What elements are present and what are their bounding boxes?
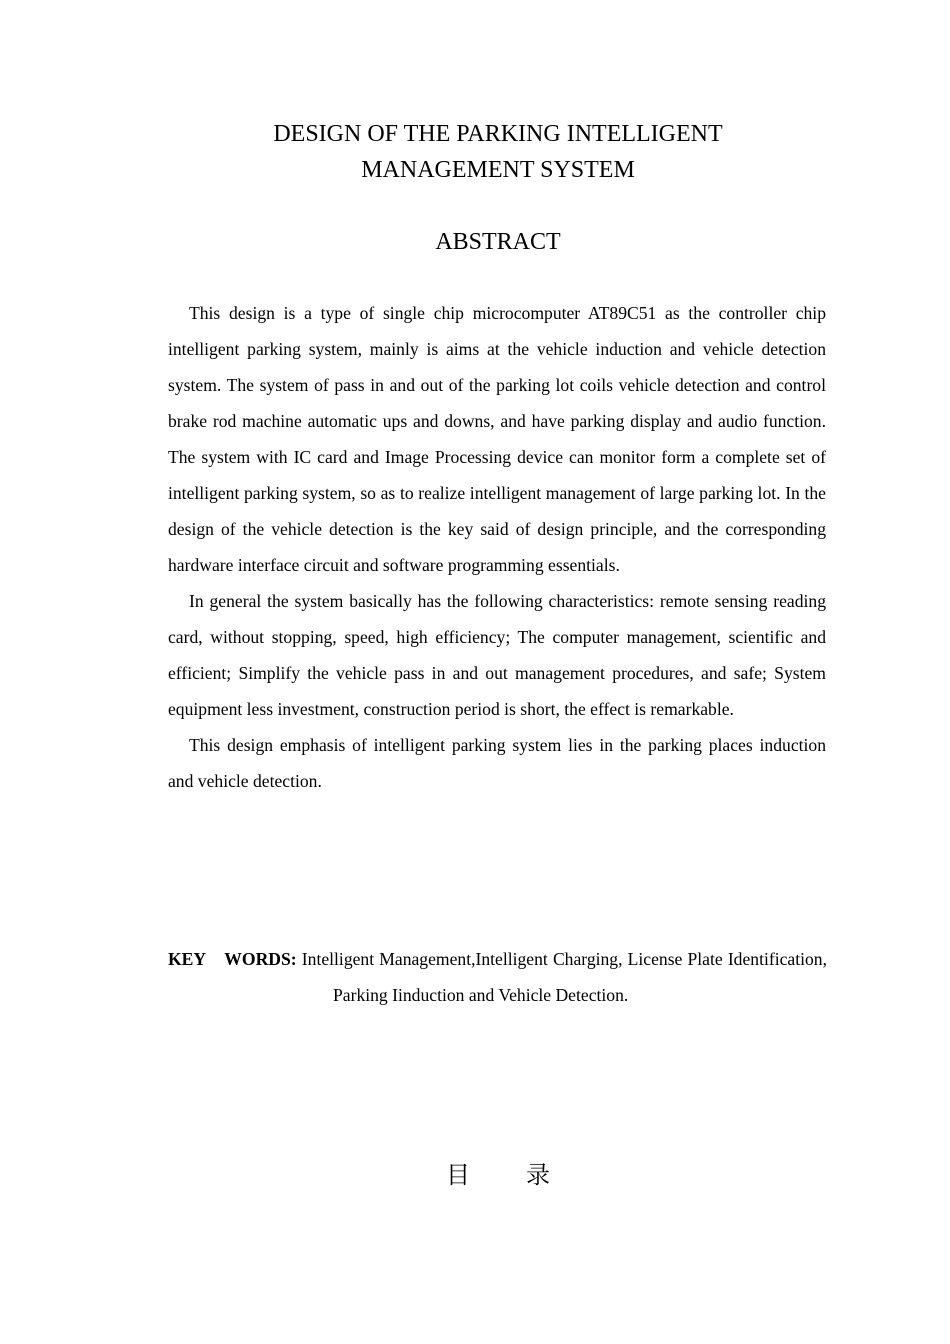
abstract-heading: ABSTRACT (435, 229, 561, 255)
keywords-block (168, 941, 827, 1013)
keywords-label: KEY WORDS: (168, 949, 297, 969)
toc-heading-char-2: 录 (526, 1161, 550, 1189)
abstract-paragraph-3: This design emphasis of intelligent parking system lies in the parking places induction and vehicle detection. (168, 735, 826, 791)
abstract-body (168, 295, 826, 799)
document-title (168, 116, 828, 188)
toc-heading-char-1: 目 (446, 1161, 470, 1189)
keywords-text: Intelligent Management,Intelligent Charging, License Plate Identification, Parking Iinduction and Vehicle Detection. (301, 949, 827, 1005)
document-title-line-2: MANAGEMENT SYSTEM (361, 157, 635, 183)
document-title-line-1: DESIGN OF THE PARKING INTELLIGENT (273, 121, 723, 147)
abstract-paragraph-1: This design is a type of single chip microcomputer AT89C51 as the controller chip intelligent parking system, mainly is aims at the vehicle induction and vehicle detection system. The system of pass in and out of the parking lot coils vehicle detection and control brake rod machine automatic ups and downs, and have parking display and audio function. The system with IC card and Image Processing device can monitor form a complete set of intelligent parking system, so as to realize intelligent management of large parking lot. In the design of the vehicle detection is the key said of design principle, and the corresponding hardware interface circuit and software programming essentials. (168, 303, 826, 575)
abstract-paragraph-2: In general the system basically has the following characteristics: remote sensing reading card, without stopping, speed, high efficiency; The computer management, scientific and efficient; Simplify the vehicle pass in and out management procedures, and safe; System equipment less investment, construction period is short, the effect is remarkable. (168, 591, 826, 719)
table-of-contents-heading (168, 1155, 828, 1195)
